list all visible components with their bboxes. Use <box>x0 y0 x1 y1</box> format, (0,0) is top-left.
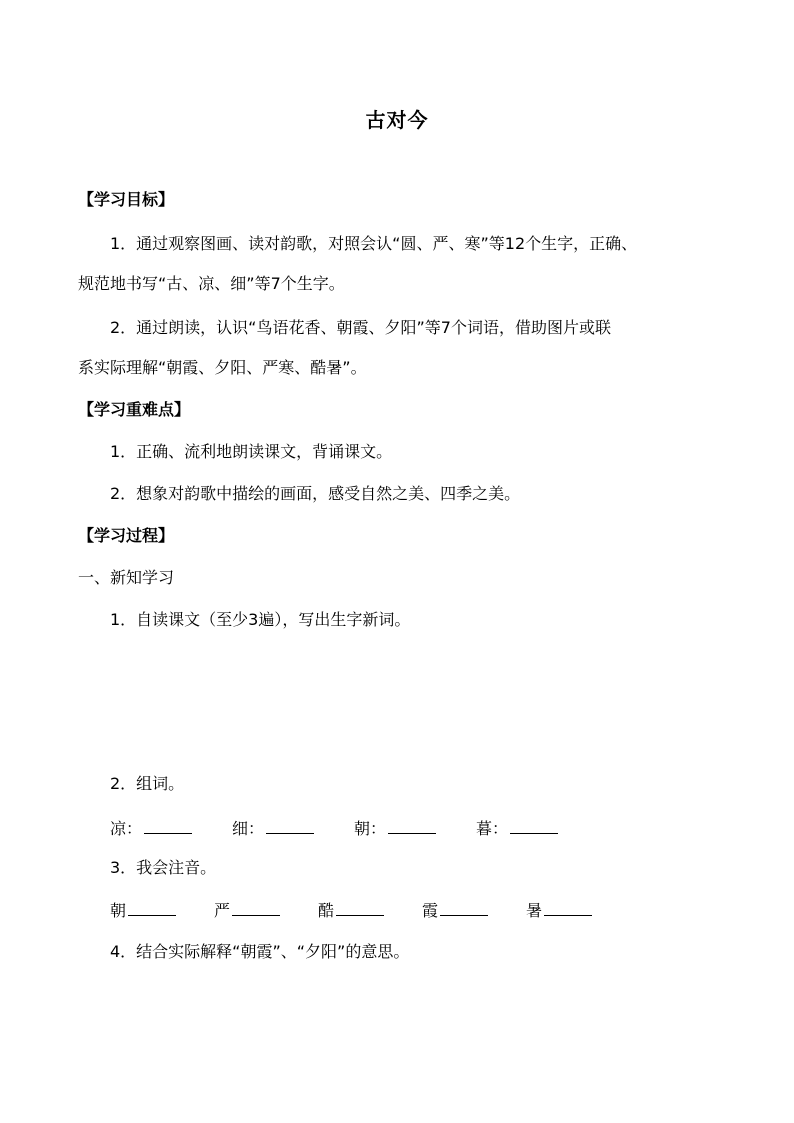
question-1: 1．自读课文（至少3遍），写出生字新词。 <box>110 610 411 629</box>
objective-2-line-1: 2．通过朗读，认识“鸟语花香、朝霞、夕阳”等7个词语，借助图片或联 <box>110 318 611 337</box>
pinyin-blank-3[interactable]: 酷 <box>318 898 422 923</box>
pinyin-blank-2[interactable]: 严 <box>214 898 318 923</box>
word-blank-1[interactable]: 凉： <box>110 816 232 841</box>
keypoints-heading: 【学习重难点】 <box>78 400 191 419</box>
word-blank-3[interactable]: 朝： <box>354 816 476 841</box>
keypoint-2: 2．想象对韵歌中描绘的画面，感受自然之美、四季之美。 <box>110 484 521 503</box>
objectives-heading: 【学习目标】 <box>78 190 175 209</box>
question-3: 3．我会注音。 <box>110 858 217 877</box>
question-4: 4．结合实际解释“朝霞”、“夕阳”的意思。 <box>110 942 410 961</box>
pinyin-blank-1[interactable]: 朝 <box>110 898 214 923</box>
question-2: 2．组词。 <box>110 774 185 793</box>
process-heading: 【学习过程】 <box>78 526 175 545</box>
pinyin-blank-4[interactable]: 霞 <box>422 898 526 923</box>
part1-heading: 一、新知学习 <box>78 568 175 587</box>
objective-1-line-1: 1．通过观察图画、读对韵歌，对照会认“圆、严、寒”等12个生字，正确、 <box>110 234 638 253</box>
objective-2-line-2: 系实际理解“朝霞、夕阳、严寒、酷暑”。 <box>78 358 367 377</box>
word-blank-4[interactable]: 暮： <box>476 816 598 841</box>
document-title: 古对今 <box>365 108 429 132</box>
word-blank-2[interactable]: 细： <box>232 816 354 841</box>
keypoint-1: 1．正确、流利地朗读课文，背诵课文。 <box>110 442 393 461</box>
objective-1-line-2: 规范地书写“古、凉、细”等7个生字。 <box>78 274 345 293</box>
pinyin-row <box>110 898 630 923</box>
word-forming-row <box>110 816 598 841</box>
pinyin-blank-5[interactable]: 暑 <box>526 898 630 923</box>
